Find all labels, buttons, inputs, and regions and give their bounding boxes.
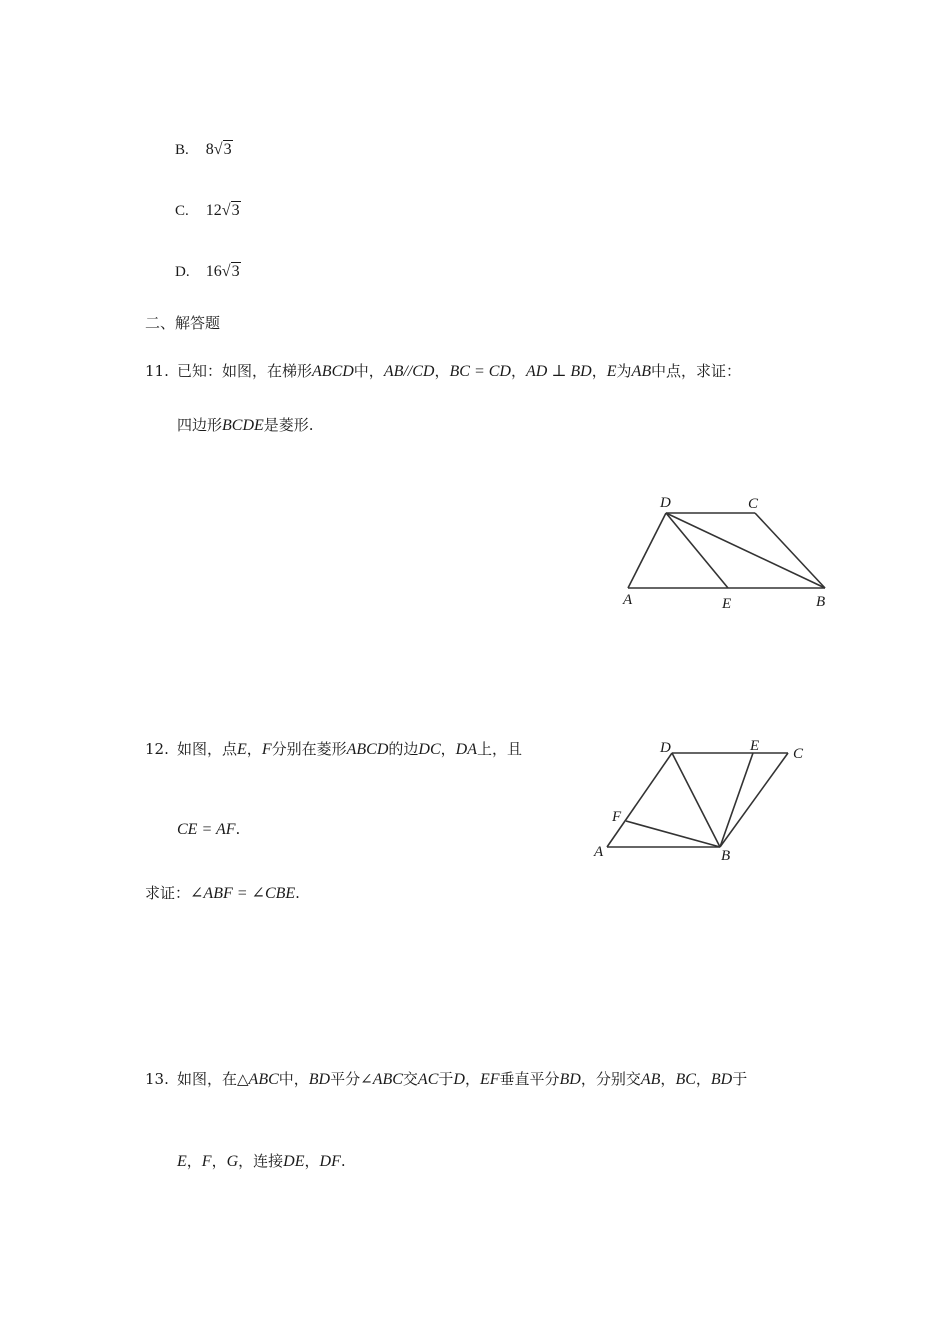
q12-number: 12. [145,740,169,758]
q11-math: BC = CD [449,363,511,380]
q12-line1 [145,738,522,759]
option-radicand: 3 [231,263,240,280]
q13-text: 平分∠ [330,1070,373,1088]
q11-text: ， [434,362,450,380]
q12-math: CE = AF [177,821,236,838]
q13-text: ， [211,1152,227,1170]
option-c [175,201,241,220]
option-coef: 12 [205,202,222,219]
q13-number: 13. [145,1070,169,1088]
q12-text: ， [440,740,456,758]
q13-math: DE [283,1153,305,1170]
q11-label-d: D [660,495,671,511]
q12-text: 求证： [145,884,191,902]
q13-text: 交 [402,1070,418,1088]
option-label: C. [175,203,189,219]
q11-text: ， [510,362,526,380]
q12-figure-segment [672,753,720,847]
q13-text: ， [304,1152,320,1170]
q13-text: ， [186,1152,202,1170]
q13-math: F [201,1153,212,1170]
q11-label-e: E [722,596,732,612]
option-coef: 8 [205,141,214,158]
option-coef: 16 [205,263,222,280]
q13-math: DF [319,1153,341,1170]
q11-line2 [177,414,314,435]
q13-math: BD [308,1071,331,1088]
q12-figure-segment [626,821,720,847]
q12-line3 [145,882,300,903]
q11-label-c: C [748,496,759,512]
q11-math: AB//CD [383,363,435,380]
q13-text: 如图，在△ [177,1070,249,1088]
q11-label-a: A [623,592,633,608]
q13-text: ，连接 [238,1152,284,1170]
q13-text: ，分别交 [580,1070,641,1088]
q13-text: ， [464,1070,480,1088]
q11-text: 是菱形. [263,416,314,434]
q11-text: 中点，求证： [651,362,742,380]
q12-math: DC [418,741,441,758]
option-d [175,262,241,281]
q11-label-b: B [816,594,826,610]
q13-math: BC [675,1071,696,1088]
q11-math: BCDE [222,417,264,434]
q12-math: ∠ABF = ∠CBE [190,885,296,902]
q12-figure-segment [720,753,788,847]
q13-text: ， [695,1070,711,1088]
q11-figure-segment [755,513,825,588]
q12-text: 分别在菱形 [271,740,347,758]
q13-math: ABC [372,1071,403,1088]
q12-figure-segment [607,753,672,847]
q13-math: ABC [248,1071,279,1088]
q12-label-b: B [721,848,731,864]
q11-math: E [606,363,617,380]
option-label: B. [175,142,189,158]
q12-math: ABCD [346,741,389,758]
q13-text: 垂直平分 [499,1070,560,1088]
q12-line2 [177,820,240,839]
option-radicand: 3 [231,202,240,219]
q13-math: BD [559,1071,581,1088]
q11-line1 [145,360,741,381]
q13-text: . [340,1152,346,1170]
option-b [175,140,233,159]
q13-math: D [453,1071,465,1088]
q11-text: 四边形 [177,416,223,434]
q11-figure-segment [666,513,728,588]
sqrt-symbol: √3 [213,141,232,158]
q12-figure [585,730,820,870]
q11-figure-segment [628,513,666,588]
q11-figure-segment [666,513,825,588]
q12-figure-segment [720,753,753,847]
q12-text: . [295,884,300,902]
q13-math: EF [479,1071,500,1088]
q11-math: AD ⊥ BD [525,363,592,380]
q13-line2 [177,1150,346,1171]
q11-math: ABCD [312,363,354,380]
q12-label-d: D [660,740,671,756]
q13-text: 中， [278,1070,309,1088]
q11-number: 11. [145,362,169,380]
q13-math: G [226,1153,239,1170]
q13-math: BD [710,1071,733,1088]
q12-text: ， [246,740,262,758]
q13-math: E [177,1153,187,1170]
q12-math: DA [455,741,477,758]
q13-line1 [145,1068,747,1089]
q11-text: ， [591,362,607,380]
q13-math: AB [640,1071,661,1088]
q12-text: . [235,820,241,838]
q12-label-a: A [594,844,604,860]
q11-math: AB [631,363,652,380]
q13-math: AC [417,1071,439,1088]
q13-text: ， [660,1070,676,1088]
sqrt-symbol: √3 [221,263,240,280]
section-title: 二、解答题 [145,314,221,332]
q11-text: 已知：如图，在梯形 [177,362,313,380]
q12-label-f: F [612,809,622,825]
q12-math: E [237,741,247,758]
q13-text: 于 [732,1070,748,1088]
q12-text: 如图，点 [177,740,238,758]
q11-text: 中， [353,362,384,380]
q12-label-e: E [750,738,760,754]
q11-figure [600,480,850,620]
sqrt-symbol: √3 [221,202,240,219]
q13-text: 于 [438,1070,454,1088]
q12-text: 的边 [388,740,419,758]
q12-math: F [261,741,272,758]
option-radicand: 3 [223,141,232,158]
q11-text: 为 [616,362,632,380]
q12-text: 上，且 [476,740,522,758]
option-label: D. [175,264,190,280]
q12-label-c: C [793,746,804,762]
